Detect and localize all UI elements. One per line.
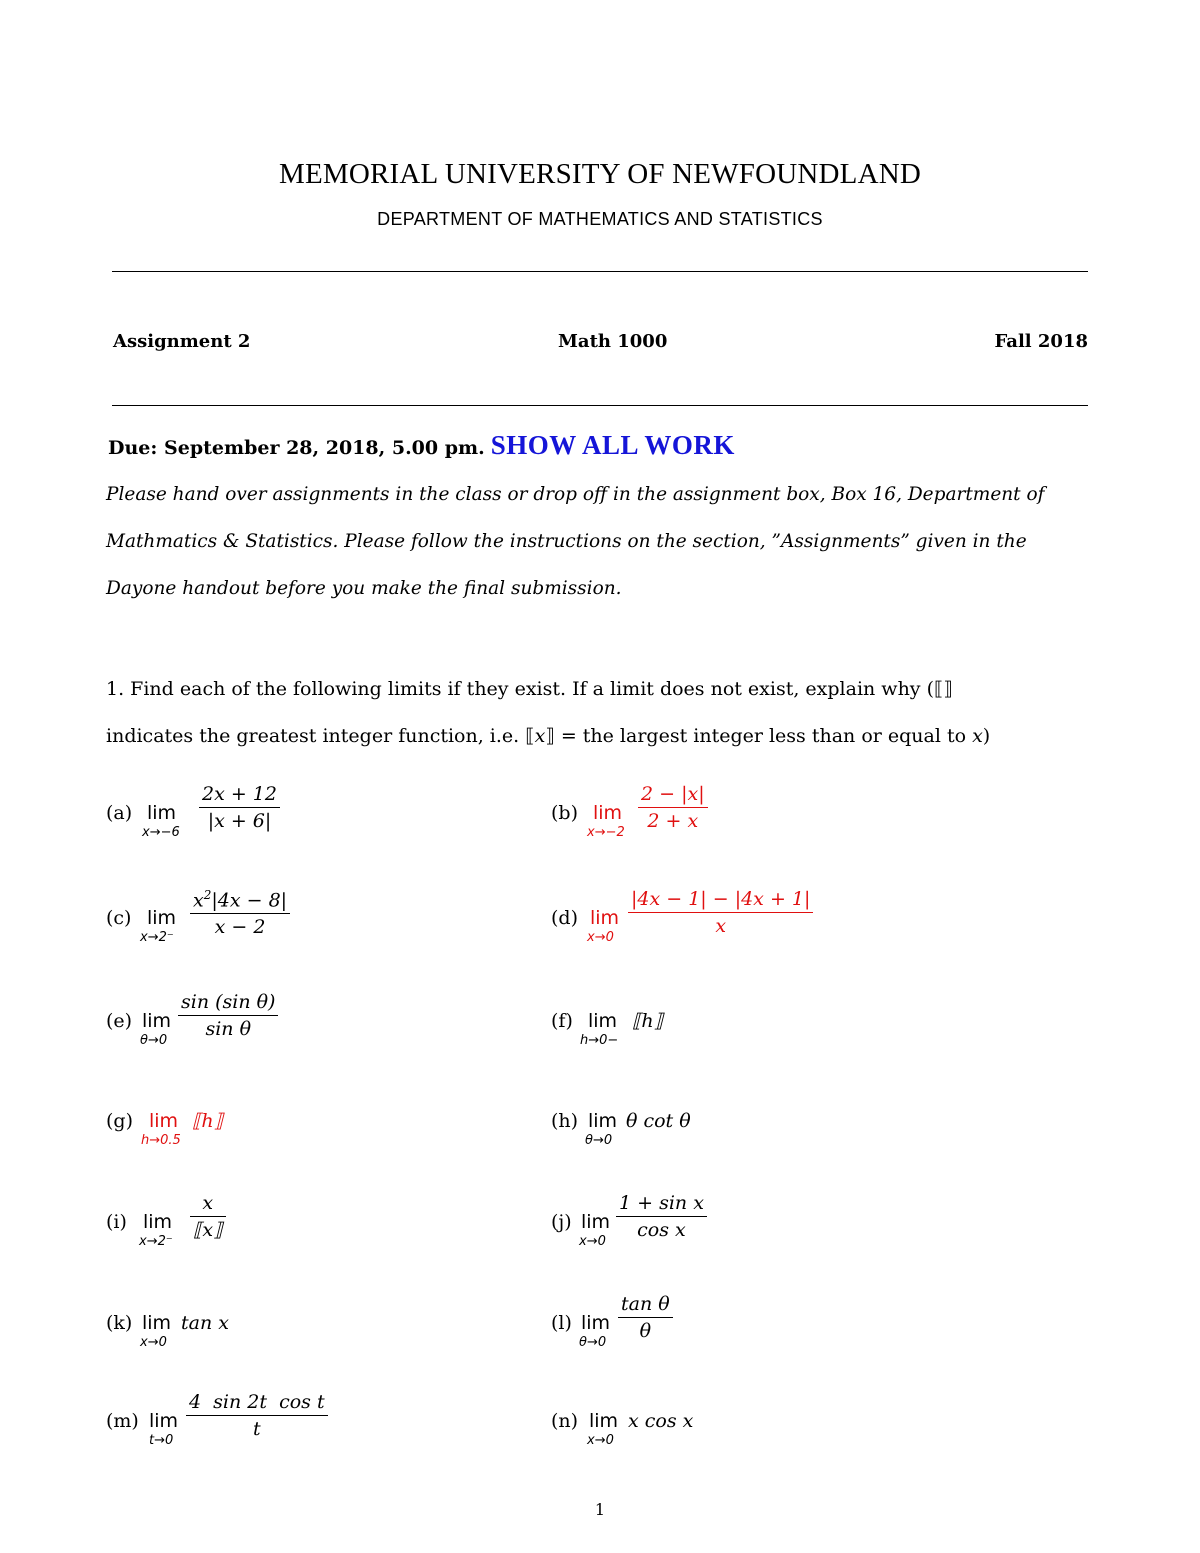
instructions-line-2: Mathmatics & Statistics. Please follow the instructions on the section, ”Assignments” given in the xyxy=(106,531,1027,552)
due-line xyxy=(108,430,735,461)
term-label: Fall 2018 xyxy=(994,331,1088,352)
question-1-line-2: indicates the greatest integer function, i.e. ⟦x⟧ = the largest integer less than or equal to x) xyxy=(106,725,991,747)
show-all-work: SHOW ALL WORK xyxy=(490,430,735,460)
university-title: MEMORIAL UNIVERSITY OF NEWFOUNDLAND xyxy=(278,158,921,190)
page-number: 1 xyxy=(594,1500,606,1519)
top-rule xyxy=(112,271,1088,272)
instructions-line-3: Dayone handout before you make the final submission. xyxy=(106,578,622,599)
due-date: Due: September 28, 2018, 5.00 pm. xyxy=(108,437,485,459)
question-1-line-1: 1. Find each of the following limits if they exist. If a limit does not exist, explain why (⟦⟧ xyxy=(106,678,953,700)
department-subtitle: DEPARTMENT OF MATHEMATICS AND STATISTICS xyxy=(377,209,823,229)
assignment-label: Assignment 2 xyxy=(113,331,251,352)
course-label: Math 1000 xyxy=(558,331,668,352)
instructions-line-1: Please hand over assignments in the class or drop off in the assignment box, Box 16, Department of xyxy=(106,484,1045,505)
question-1 xyxy=(106,666,1106,760)
bottom-rule xyxy=(112,405,1088,406)
